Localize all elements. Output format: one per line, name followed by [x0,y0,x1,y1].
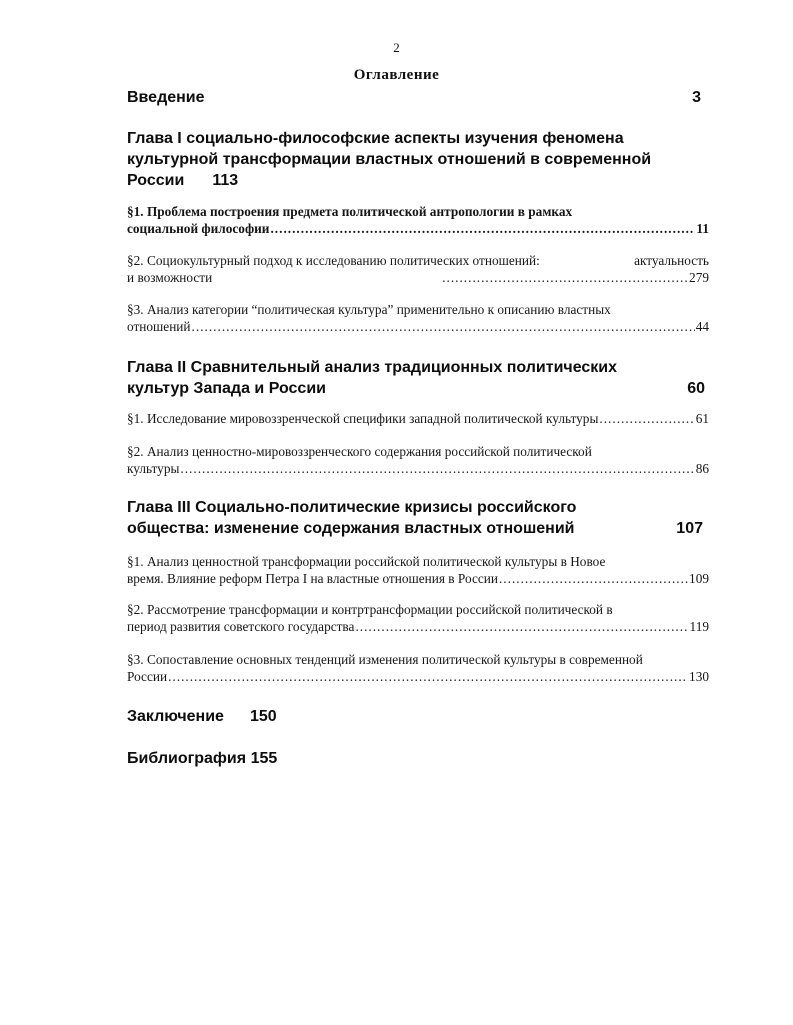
toc-section-2-2[interactable] [127,443,709,477]
toc-entry-conclusion[interactable] [127,706,277,727]
section-1-1-line-2: социальной философии [127,221,270,236]
chapter-3-title-line-2: общества: изменение содержания властных отношений [127,520,575,537]
section-2-2-page: 86 [695,461,709,476]
toc-chapter-1[interactable] [127,128,707,191]
section-1-1-page: 11 [696,221,709,236]
chapter-3-title-line-1: Глава III Социально-политические кризисы российского [127,499,577,516]
chapter-2-title-line-2: культур Запада и России [127,380,326,397]
toc-section-2-1[interactable] [127,410,709,427]
toc-section-1-2[interactable] [127,252,709,286]
chapter-2-page: 60 [687,380,705,397]
chapter-2-title-line-1: Глава II Сравнительный анализ традиционных политических [127,359,618,376]
toc-entry-bibliography[interactable] [127,748,277,769]
toc-section-3-3[interactable] [127,651,709,685]
dot-leader [168,668,688,685]
toc-entry-introduction[interactable] [127,87,701,108]
chapter-3-page: 107 [676,520,703,537]
bibliography-label: Библиография [127,750,247,767]
section-3-3-page: 130 [689,669,709,684]
section-3-1-line-2: время. Влияние реформ Петра I на властные отношения в России [127,571,498,586]
dot-leader [599,410,694,427]
chapter-1-title-line-2: культурной трансформации властных отношений в современной [127,151,652,168]
section-1-3-page: 44 [695,319,709,334]
dot-leader [355,618,688,635]
toc-chapter-3[interactable] [127,497,707,539]
section-3-2-page: 119 [689,619,709,634]
dot-leader [180,460,694,477]
dot-leader [270,220,695,237]
toc-title: Оглавление [353,67,440,83]
section-2-1-line-1: §1. Исследование мировоззренческой специфики западной политической культуры [127,411,599,426]
section-1-3-line-2: отношений [127,319,191,334]
chapter-1-title-line-3: России [127,172,185,189]
toc-section-1-3[interactable] [127,301,709,335]
toc-section-3-1[interactable] [127,553,709,587]
section-2-1-page: 61 [695,411,709,426]
chapter-1-page: 113 [212,172,239,189]
section-3-2-line-1: §2. Рассмотрение трансформации и контртрансформации российской политической в [127,602,613,617]
section-2-2-line-2: культуры [127,461,180,476]
conclusion-page: 150 [249,708,277,725]
section-1-2-line-1-text: §2. Социокультурный подход к исследованию политических отношений: [127,253,540,268]
section-1-2-line-1 [127,252,709,269]
section-2-2-line-1: §2. Анализ ценностно-мировоззренческого содержания российской политической [127,444,592,459]
section-3-1-page: 109 [689,571,709,586]
bibliography-page: 155 [250,750,278,767]
toc-section-3-2[interactable] [127,601,709,635]
introduction-label: Введение [127,89,205,106]
section-3-3-line-1: §3. Сопоставление основных тенденций изменения политической культуры в современной [127,652,643,667]
chapter-1-title-line-1: Глава I социально-философские аспекты изучения феномена [127,130,624,147]
section-1-3-line-1: §3. Анализ категории “политическая культура” применительно к описанию властных [127,302,611,317]
section-1-2-page: 279 [689,270,709,285]
section-1-2-line-1-tail: актуальность [634,253,709,268]
section-3-1-line-1: §1. Анализ ценностной трансформации российской политической культуры в Новое [127,554,606,569]
page-number: 2 [393,40,400,55]
dot-leader [499,570,688,587]
toc-section-1-1[interactable] [127,203,709,237]
section-1-2-line-2: и возможности [127,270,213,285]
section-1-1-line-1: §1. Проблема построения предмета политической антропологии в рамках [127,204,573,219]
dot-leader [192,318,695,335]
introduction-page: 3 [692,89,701,106]
conclusion-label: Заключение [127,708,224,725]
toc-chapter-2[interactable] [127,357,707,399]
section-3-3-line-2: России [127,669,168,684]
dot-leader [442,269,689,286]
section-3-2-line-2: период развития советского государства [127,619,355,634]
